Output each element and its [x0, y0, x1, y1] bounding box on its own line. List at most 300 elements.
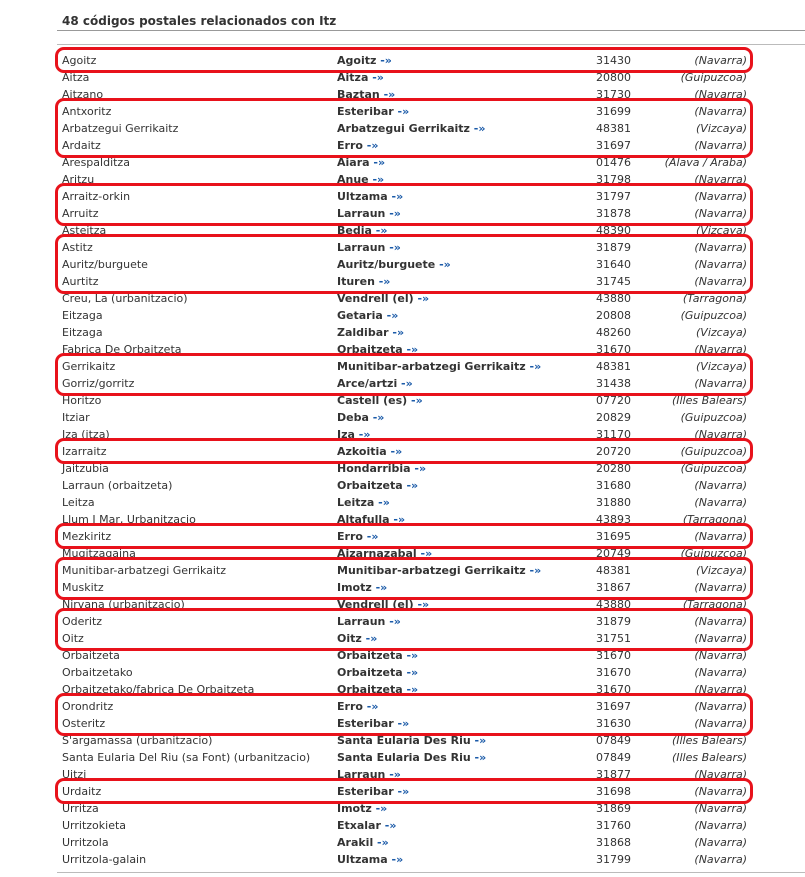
list-item — [0, 562, 805, 579]
locality-name: Arespalditza — [62, 156, 130, 169]
arrow-link-icon[interactable]: -» — [474, 751, 487, 764]
municipality-link[interactable] — [337, 834, 389, 851]
province-name: (Navarra) — [694, 88, 747, 101]
municipality-label: Munitibar-arbatzegi Gerrikaitz — [337, 564, 530, 577]
list-item — [0, 783, 805, 800]
arrow-link-icon[interactable]: -» — [375, 802, 388, 815]
province-name: (Navarra) — [694, 173, 747, 186]
list-item — [0, 103, 805, 120]
province-name: (Navarra) — [694, 717, 747, 730]
arrow-link-icon[interactable]: -» — [406, 683, 419, 696]
arrow-link-icon[interactable]: -» — [378, 275, 391, 288]
municipality-label: Iza — [337, 428, 359, 441]
arrow-link-icon[interactable]: -» — [366, 530, 379, 543]
postal-code: 48390 — [596, 224, 631, 237]
municipality-label: Leitza — [337, 496, 379, 509]
municipality-label: Hondarribia — [337, 462, 415, 475]
list-item — [0, 409, 805, 426]
arrow-link-icon[interactable]: -» — [390, 445, 403, 458]
municipality-link[interactable] — [337, 324, 404, 341]
municipality-link[interactable] — [337, 698, 378, 715]
postal-code: 43893 — [596, 513, 631, 526]
province-name: (Guipuzcoa) — [680, 547, 747, 560]
locality-name: Uitzi — [62, 768, 87, 781]
municipality-label: Altafulla — [337, 513, 394, 526]
list-item — [0, 392, 805, 409]
municipality-label: Getaria — [337, 309, 387, 322]
arrow-link-icon[interactable]: -» — [411, 394, 423, 407]
locality-name: Gorriz/gorritz — [62, 377, 135, 390]
municipality-label: Zaldibar — [337, 326, 393, 339]
list-item — [0, 715, 805, 732]
municipality-link[interactable] — [337, 596, 429, 613]
arrow-link-icon[interactable]: -» — [393, 513, 406, 526]
arrow-link-icon[interactable]: -» — [401, 377, 413, 390]
list-item — [0, 86, 805, 103]
arrow-link-icon[interactable]: -» — [372, 71, 384, 84]
arrow-link-icon[interactable]: -» — [389, 615, 401, 628]
municipality-label: Orbaitzeta — [337, 683, 407, 696]
postal-code: 31745 — [596, 275, 631, 288]
list-item — [0, 647, 805, 664]
municipality-link[interactable] — [337, 783, 409, 800]
locality-name: Horitzo — [62, 394, 102, 407]
province-name: (Vizcaya) — [696, 326, 747, 339]
municipality-label: Castell (es) — [337, 394, 412, 407]
list-item — [0, 188, 805, 205]
list-item — [0, 256, 805, 273]
municipality-link[interactable] — [337, 171, 384, 188]
locality-name: Aurtitz — [62, 275, 99, 288]
locality-name: Arraitz-orkin — [62, 190, 131, 203]
municipality-label: Munitibar-arbatzegi Gerrikaitz — [337, 360, 530, 373]
locality-name: Arbatzegui Gerrikaitz — [62, 122, 179, 135]
postal-code: 01476 — [596, 156, 631, 169]
list-item — [0, 800, 805, 817]
province-name: (Navarra) — [694, 496, 747, 509]
municipality-label: Imotz — [337, 581, 376, 594]
municipality-label: Santa Eularia Des Riu — [337, 751, 475, 764]
postal-code: 48381 — [596, 122, 631, 135]
arrow-link-icon[interactable]: -» — [406, 666, 419, 679]
postal-code: 31730 — [596, 88, 631, 101]
arrow-link-icon[interactable]: -» — [384, 819, 397, 832]
postal-code: 31430 — [596, 54, 631, 67]
municipality-link[interactable] — [337, 613, 401, 630]
postal-code: 31880 — [596, 496, 631, 509]
locality-name: Nirvana (urbanitzacio) — [62, 598, 185, 611]
list-item — [0, 511, 805, 528]
municipality-label: Santa Eularia Des Riu — [337, 734, 475, 747]
list-item — [0, 171, 805, 188]
arrow-link-icon[interactable]: -» — [365, 632, 378, 645]
postal-code: 31670 — [596, 343, 631, 356]
list-item — [0, 834, 805, 851]
municipality-link[interactable] — [337, 715, 409, 732]
arrow-link-icon[interactable]: -» — [389, 207, 401, 220]
province-name: (Navarra) — [694, 632, 747, 645]
bottom-divider — [57, 872, 805, 873]
municipality-label: Deba — [337, 411, 373, 424]
province-name: (Navarra) — [694, 479, 747, 492]
page-heading: 48 códigos postales relacionados con Itz — [62, 14, 337, 28]
postal-code: 20800 — [596, 71, 631, 84]
postal-code: 31798 — [596, 173, 631, 186]
municipality-link[interactable] — [337, 69, 384, 86]
postal-code: 31170 — [596, 428, 631, 441]
arrow-link-icon[interactable]: -» — [529, 360, 542, 373]
list-item — [0, 664, 805, 681]
list-item — [0, 358, 805, 375]
postal-code: 31760 — [596, 819, 631, 832]
province-name: (Vizcaya) — [696, 122, 747, 135]
locality-name: Izarraitz — [62, 445, 107, 458]
locality-name: Creu, La (urbanitzacio) — [62, 292, 188, 305]
province-name: (Navarra) — [694, 428, 747, 441]
arrow-link-icon[interactable]: -» — [375, 581, 388, 594]
locality-name: Osteritz — [62, 717, 106, 730]
arrow-link-icon[interactable]: -» — [383, 88, 396, 101]
top-divider — [57, 30, 805, 31]
municipality-link[interactable] — [337, 732, 486, 749]
postal-code: 31879 — [596, 615, 631, 628]
locality-name: Orbaitzeta — [62, 649, 120, 662]
municipality-link[interactable] — [337, 188, 403, 205]
municipality-link[interactable] — [337, 851, 403, 868]
municipality-label: Etxalar — [337, 819, 385, 832]
arrow-link-icon[interactable]: -» — [366, 700, 379, 713]
municipality-label: Ultzama — [337, 853, 392, 866]
postal-code: 31680 — [596, 479, 631, 492]
list-item — [0, 426, 805, 443]
list-item — [0, 732, 805, 749]
locality-name: S'argamassa (urbanitzacio) — [62, 734, 213, 747]
province-name: (Navarra) — [694, 139, 747, 152]
municipality-link[interactable] — [337, 392, 423, 409]
table-top-divider — [57, 44, 805, 45]
municipality-link[interactable] — [337, 375, 413, 392]
province-name: (Navarra) — [694, 666, 747, 679]
arrow-link-icon[interactable]: -» — [417, 292, 430, 305]
municipality-label: Larraun — [337, 241, 390, 254]
list-item — [0, 222, 805, 239]
locality-name: Orbaitzetako — [62, 666, 133, 679]
arrow-link-icon[interactable]: -» — [406, 343, 419, 356]
municipality-link[interactable] — [337, 341, 418, 358]
arrow-link-icon[interactable]: -» — [392, 326, 405, 339]
municipality-link[interactable] — [337, 647, 418, 664]
locality-name: Ardaitz — [62, 139, 101, 152]
arrow-link-icon[interactable]: -» — [377, 836, 389, 849]
list-item — [0, 375, 805, 392]
list-item — [0, 579, 805, 596]
province-name: (Vizcaya) — [696, 224, 747, 237]
municipality-label: Orbaitzeta — [337, 343, 407, 356]
province-name: (Navarra) — [694, 785, 747, 798]
municipality-label: Esteribar — [337, 717, 398, 730]
locality-name: Mugitzagaina — [62, 547, 136, 560]
locality-name: Urritzokieta — [62, 819, 127, 832]
province-name: (Navarra) — [694, 207, 747, 220]
list-item — [0, 528, 805, 545]
postal-code: 31867 — [596, 581, 631, 594]
province-name: (Guipuzcoa) — [680, 462, 747, 475]
arrow-link-icon[interactable]: -» — [389, 241, 401, 254]
province-name: (Alava / Araba) — [664, 156, 747, 169]
municipality-link[interactable] — [337, 630, 377, 647]
locality-name: Santa Eularia Del Riu (sa Font) (urbanitzacio) — [62, 751, 311, 764]
municipality-link[interactable] — [337, 664, 418, 681]
arrow-link-icon[interactable]: -» — [414, 462, 427, 475]
arrow-link-icon[interactable]: -» — [397, 785, 410, 798]
municipality-link[interactable] — [337, 103, 409, 120]
municipality-link[interactable] — [337, 426, 370, 443]
province-name: (Guipuzcoa) — [680, 411, 747, 424]
province-name: (Navarra) — [694, 836, 747, 849]
postal-code: 43880 — [596, 292, 631, 305]
municipality-label: Imotz — [337, 802, 376, 815]
locality-name: Oderitz — [62, 615, 103, 628]
municipality-link[interactable] — [337, 528, 378, 545]
province-name: (Tarragona) — [682, 513, 747, 526]
postal-code: 31751 — [596, 632, 631, 645]
municipality-label: Larraun — [337, 768, 390, 781]
arrow-link-icon[interactable]: -» — [389, 768, 401, 781]
municipality-link[interactable] — [337, 562, 541, 579]
arrow-link-icon[interactable]: -» — [391, 853, 404, 866]
postal-code: 31698 — [596, 785, 631, 798]
postal-code: 20808 — [596, 309, 631, 322]
list-item — [0, 443, 805, 460]
postal-code: 31869 — [596, 802, 631, 815]
province-name: (Tarragona) — [682, 292, 747, 305]
province-name: (Navarra) — [694, 105, 747, 118]
locality-name: Aitza — [62, 71, 90, 84]
postal-code: 31697 — [596, 139, 631, 152]
municipality-label: Ituren — [337, 275, 379, 288]
list-item — [0, 341, 805, 358]
province-name: (Navarra) — [694, 768, 747, 781]
locality-name: Itziar — [62, 411, 90, 424]
arrow-link-icon[interactable]: -» — [417, 598, 430, 611]
locality-name: Mezkiritz — [62, 530, 112, 543]
arrow-link-icon[interactable]: -» — [529, 564, 542, 577]
postal-code: 31868 — [596, 836, 631, 849]
postal-code: 20720 — [596, 445, 631, 458]
arrow-link-icon[interactable]: -» — [406, 649, 419, 662]
arrow-link-icon[interactable]: -» — [474, 734, 487, 747]
municipality-link[interactable] — [337, 239, 401, 256]
municipality-link[interactable] — [337, 86, 395, 103]
province-name: (Navarra) — [694, 649, 747, 662]
arrow-link-icon[interactable]: -» — [378, 496, 390, 509]
municipality-link[interactable] — [337, 290, 429, 307]
province-name: (Navarra) — [694, 241, 747, 254]
arrow-link-icon[interactable]: -» — [473, 122, 486, 135]
municipality-link[interactable] — [337, 154, 385, 171]
municipality-link[interactable] — [337, 511, 405, 528]
list-item — [0, 137, 805, 154]
province-name: (Tarragona) — [682, 598, 747, 611]
list-item — [0, 766, 805, 783]
municipality-link[interactable] — [337, 137, 378, 154]
list-item — [0, 154, 805, 171]
locality-name: Aritzu — [62, 173, 95, 186]
municipality-label: Esteribar — [337, 105, 398, 118]
list-item — [0, 477, 805, 494]
municipality-label: Oitz — [337, 632, 366, 645]
arrow-link-icon[interactable]: -» — [406, 479, 419, 492]
list-item — [0, 596, 805, 613]
municipality-label: Azkoitia — [337, 445, 391, 458]
list-item — [0, 698, 805, 715]
list-item — [0, 545, 805, 562]
postal-code: 31877 — [596, 768, 631, 781]
postal-code-list — [0, 52, 805, 868]
province-name: (Navarra) — [694, 190, 747, 203]
locality-name: Auritz/burguete — [62, 258, 148, 271]
municipality-link[interactable] — [337, 460, 426, 477]
arrow-link-icon[interactable]: -» — [397, 105, 410, 118]
municipality-link[interactable] — [337, 52, 392, 69]
municipality-link[interactable] — [337, 120, 485, 137]
postal-code: 31640 — [596, 258, 631, 271]
arrow-link-icon[interactable]: -» — [375, 224, 388, 237]
locality-name: Urritzola — [62, 836, 109, 849]
province-name: (Illes Balears) — [671, 394, 747, 407]
province-name: (Navarra) — [694, 258, 747, 271]
municipality-link[interactable] — [337, 222, 387, 239]
arrow-link-icon[interactable]: -» — [372, 411, 385, 424]
municipality-label: Agoitz — [337, 54, 381, 67]
list-item — [0, 613, 805, 630]
postal-code: 31670 — [596, 666, 631, 679]
locality-name: Jaitzubia — [62, 462, 109, 475]
list-item — [0, 324, 805, 341]
municipality-link[interactable] — [337, 358, 541, 375]
postal-code: 20749 — [596, 547, 631, 560]
locality-name: Asteitza — [62, 224, 107, 237]
province-name: (Navarra) — [694, 683, 747, 696]
locality-name: Larraun (orbaitzeta) — [62, 479, 173, 492]
locality-name: Agoitz — [62, 54, 97, 67]
municipality-link[interactable] — [337, 256, 451, 273]
list-item — [0, 205, 805, 222]
postal-code: 48381 — [596, 360, 631, 373]
municipality-label: Orbaitzeta — [337, 479, 407, 492]
locality-name: Astitz — [62, 241, 93, 254]
municipality-link[interactable] — [337, 443, 402, 460]
municipality-label: Erro — [337, 530, 367, 543]
municipality-link[interactable] — [337, 494, 390, 511]
list-item — [0, 239, 805, 256]
province-name: (Navarra) — [694, 819, 747, 832]
locality-name: Arruitz — [62, 207, 99, 220]
postal-code: 48260 — [596, 326, 631, 339]
arrow-link-icon[interactable]: -» — [397, 717, 410, 730]
postal-code: 31697 — [596, 700, 631, 713]
list-item — [0, 460, 805, 477]
arrow-link-icon[interactable]: -» — [358, 428, 371, 441]
postal-code: 07849 — [596, 734, 631, 747]
municipality-link[interactable] — [337, 766, 401, 783]
province-name: (Guipuzcoa) — [680, 445, 747, 458]
arrow-link-icon[interactable]: -» — [366, 139, 379, 152]
municipality-label: Anue — [337, 173, 373, 186]
arrow-link-icon[interactable]: -» — [380, 54, 392, 67]
postal-code: 31630 — [596, 717, 631, 730]
locality-name: Iza (itza) — [62, 428, 110, 441]
municipality-label: Vendrell (el) — [337, 598, 418, 611]
arrow-link-icon[interactable]: -» — [420, 547, 433, 560]
province-name: (Guipuzcoa) — [680, 309, 747, 322]
list-item — [0, 290, 805, 307]
locality-name: Eitzaga — [62, 309, 103, 322]
municipality-label: Vendrell (el) — [337, 292, 418, 305]
postal-code: 31438 — [596, 377, 631, 390]
list-item — [0, 630, 805, 647]
municipality-label: Bedia — [337, 224, 376, 237]
locality-name: Oitz — [62, 632, 84, 645]
municipality-link[interactable] — [337, 749, 486, 766]
municipality-label: Erro — [337, 139, 367, 152]
municipality-link[interactable] — [337, 800, 387, 817]
postal-code: 31699 — [596, 105, 631, 118]
arrow-link-icon[interactable]: -» — [439, 258, 451, 271]
locality-name: Fabrica De Orbaitzeta — [62, 343, 182, 356]
municipality-link[interactable] — [337, 477, 418, 494]
province-name: (Navarra) — [694, 54, 747, 67]
municipality-link[interactable] — [337, 545, 432, 562]
arrow-link-icon[interactable]: -» — [372, 173, 385, 186]
municipality-link[interactable] — [337, 307, 398, 324]
municipality-link[interactable] — [337, 205, 401, 222]
postal-code: 31879 — [596, 241, 631, 254]
municipality-link[interactable] — [337, 409, 384, 426]
postal-code: 31799 — [596, 853, 631, 866]
municipality-label: Baztan — [337, 88, 384, 101]
list-item — [0, 494, 805, 511]
municipality-label: Aitza — [337, 71, 373, 84]
municipality-link[interactable] — [337, 579, 387, 596]
arrow-link-icon[interactable]: -» — [391, 190, 404, 203]
arrow-link-icon[interactable]: -» — [373, 156, 386, 169]
postal-code: 31695 — [596, 530, 631, 543]
province-name: (Navarra) — [694, 700, 747, 713]
municipality-link[interactable] — [337, 681, 418, 698]
list-item — [0, 851, 805, 868]
postal-code: 48381 — [596, 564, 631, 577]
province-name: (Vizcaya) — [696, 360, 747, 373]
province-name: (Navarra) — [694, 530, 747, 543]
list-item — [0, 69, 805, 86]
province-name: (Navarra) — [694, 802, 747, 815]
locality-name: Leitza — [62, 496, 95, 509]
postal-code: 31670 — [596, 649, 631, 662]
province-name: (Illes Balears) — [671, 751, 747, 764]
postal-code: 31797 — [596, 190, 631, 203]
arrow-link-icon[interactable]: -» — [386, 309, 399, 322]
municipality-link[interactable] — [337, 273, 390, 290]
municipality-label: Auritz/burguete — [337, 258, 440, 271]
locality-name: Antxoritz — [62, 105, 112, 118]
province-name: (Illes Balears) — [671, 734, 747, 747]
province-name: (Guipuzcoa) — [680, 71, 747, 84]
municipality-label: Erro — [337, 700, 367, 713]
municipality-link[interactable] — [337, 817, 396, 834]
postal-code: 31878 — [596, 207, 631, 220]
province-name: (Navarra) — [694, 581, 747, 594]
